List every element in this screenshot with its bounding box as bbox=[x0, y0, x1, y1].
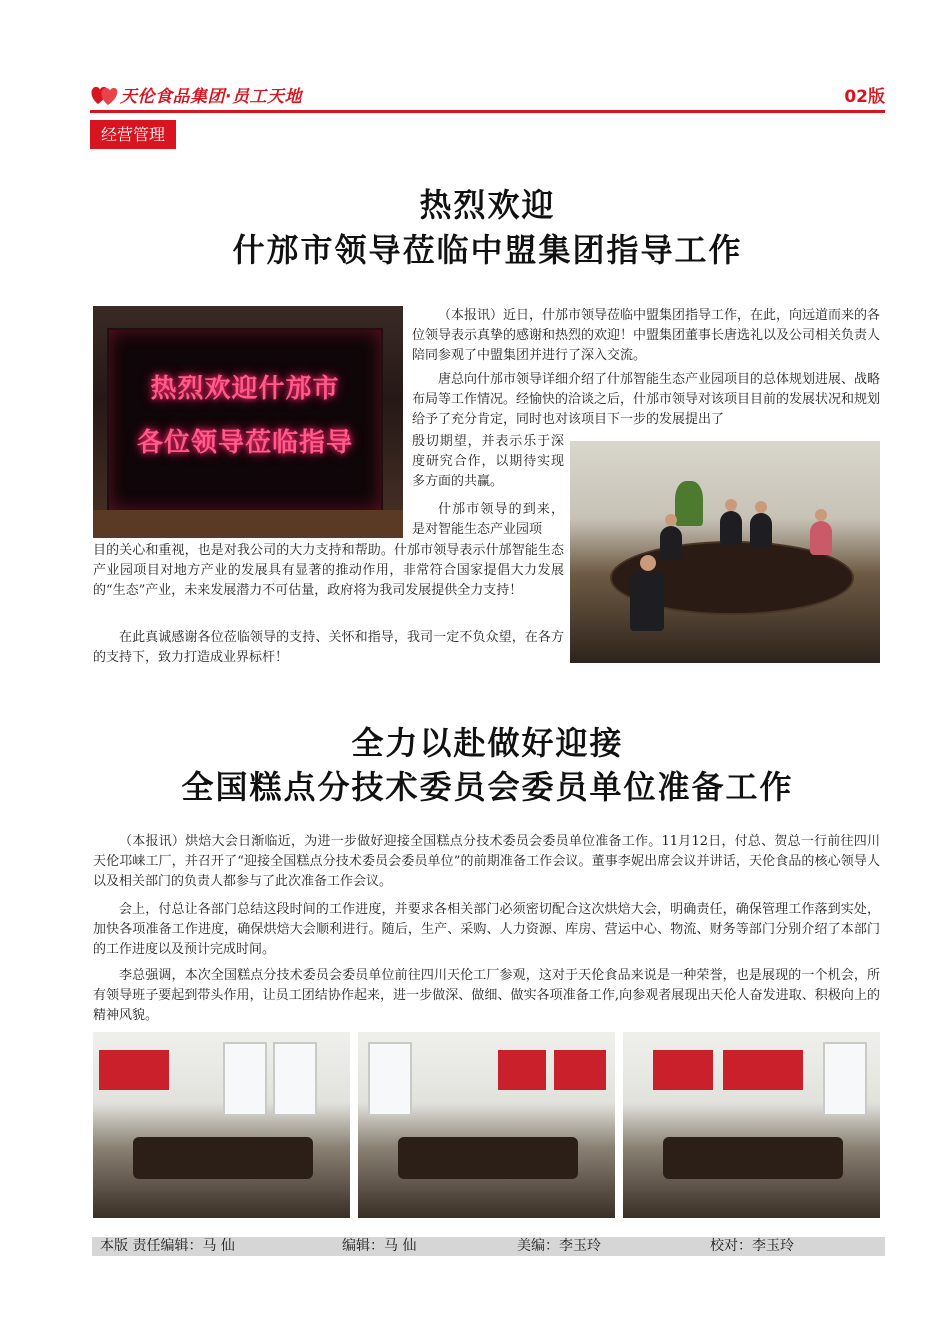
attendee bbox=[810, 521, 832, 555]
conference-table bbox=[133, 1137, 313, 1179]
article2-para3: 李总强调，本次全国糕点分技术委员会委员单位前往四川天伦工厂参观，这对于天伦食品来说是一种荣誉，也是展现的一个机会，所有领导班子要起到带头作用，让员工团结协作起来，进一步做深、做细、做实各项准备工作,向参观者展现出天伦人奋发进取、积极向上的精神风貌。 bbox=[93, 968, 880, 1023]
window bbox=[273, 1042, 317, 1116]
responsible-editor: 本版 责任编辑：马 仙 bbox=[100, 1238, 235, 1254]
wall-banner bbox=[723, 1050, 803, 1090]
meeting-room-photo-2 bbox=[358, 1032, 615, 1218]
article1-para3b: 目的关心和重视，也是对我公司的大力支持和帮助。什邡市领导表示什邡智能生态产业园项目对地方产业的发展具有显著的推动作用，非常符合国家提倡大力发展的“生态”产业，未来发展潜力不可估量，政府将为我司发展提供全力支持！ bbox=[93, 543, 564, 598]
led-welcome-photo bbox=[93, 306, 403, 538]
attendee-head bbox=[640, 555, 656, 571]
hearts-logo-icon bbox=[90, 84, 118, 106]
section-tag: 经营管理 bbox=[90, 120, 176, 149]
article2-title-line1: 全力以赴做好迎接 bbox=[351, 724, 624, 762]
edition-number: 02版 bbox=[844, 87, 885, 107]
window bbox=[223, 1042, 267, 1116]
attendee bbox=[720, 511, 742, 545]
meeting-photo bbox=[570, 441, 880, 663]
meeting-room-photo-1 bbox=[93, 1032, 350, 1218]
meeting-room-photo-3 bbox=[623, 1032, 880, 1218]
article1-para1: （本报讯）近日，什邡市领导莅临中盟集团指导工作，在此，向远道而来的各位领导表示真挚的感谢和热烈的欢迎！中盟集团董事长唐选礼以及公司相关负责人陪同参观了中盟集团并进行了深入交流。 bbox=[412, 308, 881, 363]
article1-para3a: 什邡市领导的到来，是对智能生态产业园项 bbox=[412, 502, 564, 537]
window bbox=[368, 1042, 412, 1116]
attendee bbox=[750, 513, 772, 547]
attendee-head bbox=[815, 509, 827, 521]
conference-table bbox=[398, 1137, 578, 1179]
article1-title-line2: 什邡市领导莅临中盟集团指导工作 bbox=[232, 231, 743, 269]
brand-name: 天伦食品集团·员工天地 bbox=[120, 87, 302, 107]
editor: 编辑：马 仙 bbox=[342, 1238, 417, 1254]
article1-para2b: 殷切期望，并表示乐于深度研究合作，以期待实现多方面的共赢。 bbox=[412, 434, 564, 489]
attendee-head bbox=[755, 501, 767, 513]
attendee-head bbox=[725, 499, 737, 511]
proofreader: 校对：李玉玲 bbox=[710, 1238, 794, 1254]
wall-banner bbox=[554, 1050, 606, 1090]
wall-banner bbox=[653, 1050, 713, 1090]
wall-banner bbox=[99, 1050, 169, 1090]
wall-banner bbox=[498, 1050, 546, 1090]
credits-bar bbox=[92, 1237, 885, 1256]
article2-title-line2: 全国糕点分技术委员会委员单位准备工作 bbox=[181, 768, 794, 806]
brand-logo bbox=[90, 82, 302, 107]
art-editor: 美编：李玉玲 bbox=[517, 1238, 601, 1254]
led-text-line2: 各位领导莅临指导 bbox=[136, 428, 353, 458]
plant-decoration bbox=[675, 481, 703, 526]
article1-title-line1: 热烈欢迎 bbox=[419, 186, 556, 224]
article2-para2: 会上，付总让各部门总结这段时间的工作进度，并要求各相关部门必须密切配合这次烘焙大会，明确责任，确保管理工作落到实处，加快各项准备工作进度，确保烘焙大会顺利进行。随后，生产、采购、人力资源、库房、营运中心、物流、财务等部门分别介绍了本部门的工作进度以及预计完成时间。 bbox=[93, 902, 880, 957]
led-text-line1: 热烈欢迎什邡市 bbox=[150, 374, 340, 404]
masthead bbox=[90, 80, 885, 110]
attendee bbox=[630, 571, 664, 631]
cabinet bbox=[93, 510, 403, 538]
article1-para2a: 唐总向什邡市领导详细介绍了什邡智能生态产业园项目的总体规划进展、战略布局等工作情况。经愉快的洽谈之后，什邡市领导对该项目目前的发展状况和规划给予了充分肯定，同时也对该项目下一步的发展提出了 bbox=[412, 372, 881, 427]
attendee bbox=[660, 526, 682, 560]
led-sign bbox=[107, 328, 383, 512]
masthead-divider bbox=[90, 110, 885, 113]
conference-table bbox=[663, 1137, 843, 1179]
window bbox=[823, 1042, 867, 1116]
attendee-head bbox=[665, 514, 677, 526]
article1-para4: 在此真诚感谢各位莅临领导的支持、关怀和指导，我司一定不负众望，在各方的支持下，致力打造成业界标杆！ bbox=[93, 630, 564, 665]
article2-para1: （本报讯）烘焙大会日渐临近，为进一步做好迎接全国糕点分技术委员会委员单位准备工作。11月12日，付总、贺总一行前往四川天伦邛崃工厂，并召开了“迎接全国糕点分技术委员会委员单位”的前期准备工作会议。董事李妮出席会议并讲话，天伦食品的核心领导人以及相关部门的负责人都参与了此次准备工作会议。 bbox=[93, 834, 880, 889]
